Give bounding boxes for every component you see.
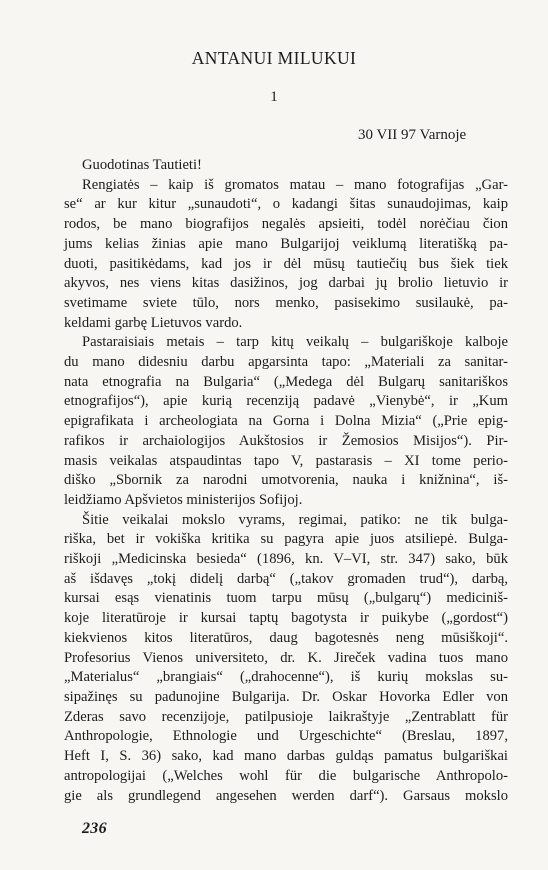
text-line: sipažinęs su padunojine Bulgarija. Dr. Oskar Hovorka Edler von [64,688,508,705]
text-line: leidžiamo Apšvietos ministerijos Sofijoj. [64,491,303,508]
text-line: Zderas savo recenzijoje, patilpusioje laikraštyje „Zentrablatt für [64,708,508,725]
text-line: rafikos ir archaiologijos Aukštosios ir Žemosios Misijos“). Pir- [64,432,508,449]
text-line: Anthropologie, Ethnologie und Urgeschichte“ (Breslau, 1897, [64,728,508,745]
date-place-line: 30 VII 97 Varnoje [358,127,467,143]
text-line: koje literatūroje ir kursai taptų bagotysta ir puikybe („gordost“) [64,610,508,627]
text-line: masis veikalas atspaudintas tapo V, pastarasis – XI tome perio- [64,452,508,469]
text-line: riškoji „Medicinska besieda“ (1896, kn. V–VI, str. 347) sako, būk [64,551,508,568]
paragraph-container [64,176,508,807]
paragraph [64,333,508,510]
text-line: Heft I, S. 36) sako, kad mano darbas guldąs pamatus bulgariškai [64,748,508,765]
text-line: rodos, be mano biografijos negalės apsieiti, todėl norėčiau čion [64,216,508,233]
paragraph [64,511,508,807]
text-line: akyvos, nes viens kitas dasižinos, jog darbai jų brolio lietuvio ir [64,275,508,292]
text-line: diško „Sbornik za narodni umotvorenia, nauka i knižnina“, iš- [64,472,508,489]
text-line: duoti, pasitikėdams, kad jos ir dėl mūsų tautiečių bus šiek tiek [64,255,508,272]
text-line: Profesorius Vienos universiteto, dr. K. Jireček vadina tuos mano [64,649,508,666]
letter-heading: ANTANUI MILUKUI [191,48,357,68]
text-line: etnografijos“), apie kurią recenziją padavė „Vienybė“, ir „Kum [64,393,508,410]
text-line: epigrafikata i archeologiata na Gorna i Dolna Mizia“ („Prie epig- [64,413,508,430]
text-line: kiekvienos kitos literatūros, daug bagotesnės neng mūsiškoji“. [64,629,508,646]
text-line: gie als grundlegend angesehen werden darf“). Garsaus mokslo [64,787,508,804]
letter-number: 1 [270,89,278,105]
text-line: aš išdavęs „tokį didelį darbą“ („takov gromaden trud“), darbą, [64,570,508,587]
text-line: du mano didesniu darbu apgarsinta tapo: „Materiali za sanitar- [64,354,508,371]
paragraph [64,176,508,334]
text-line: kursai esąs vienatinis tuom tarpu mūsų („bulgarų“) mediciniš- [64,590,508,607]
text-line: „Materialus“ „brangiais“ („drahocenne“), iš kurių mokslas su- [64,669,508,686]
text-line: svetimame sviete tūlo, nors menko, pasisekimo susilaukė, pa- [64,294,508,311]
text-line: jums kelias žinias apie mano Bulgarijoj veiklumą literatišką pa- [64,235,508,252]
text-line: Pastaraisiais metais – tarp kitų veikalų – bulgariškoje kalboje [82,334,508,351]
text-line: antropologijai („Welches wohl für die bulgarische Anthropolo- [64,767,508,784]
page-number: 236 [82,820,107,837]
text-line: Šitie veikalai mokslo vyrams, regimai, patiko: ne tik bulga- [82,511,508,528]
text-line: se“ ar kur kitur „sunaudoti“, o kadangi šitas sunaudojimas, kaip [64,196,508,213]
text-line: riška, bet ir vokiška kritika su pagyra apie juos atsiliepė. Bulga- [64,531,508,548]
text-line: keldami garbę Lietuvos vardo. [64,314,243,331]
text-line: Rengiatės – kaip iš gromatos matau – mano fotografijas „Gar- [82,176,508,193]
salutation: Guodotinas Tautieti! [82,157,202,173]
text-line: nata etnografia na Bulgaria“ („Medega dėl Bulgarų sanitariškos [64,373,508,390]
letter-body [64,156,508,806]
